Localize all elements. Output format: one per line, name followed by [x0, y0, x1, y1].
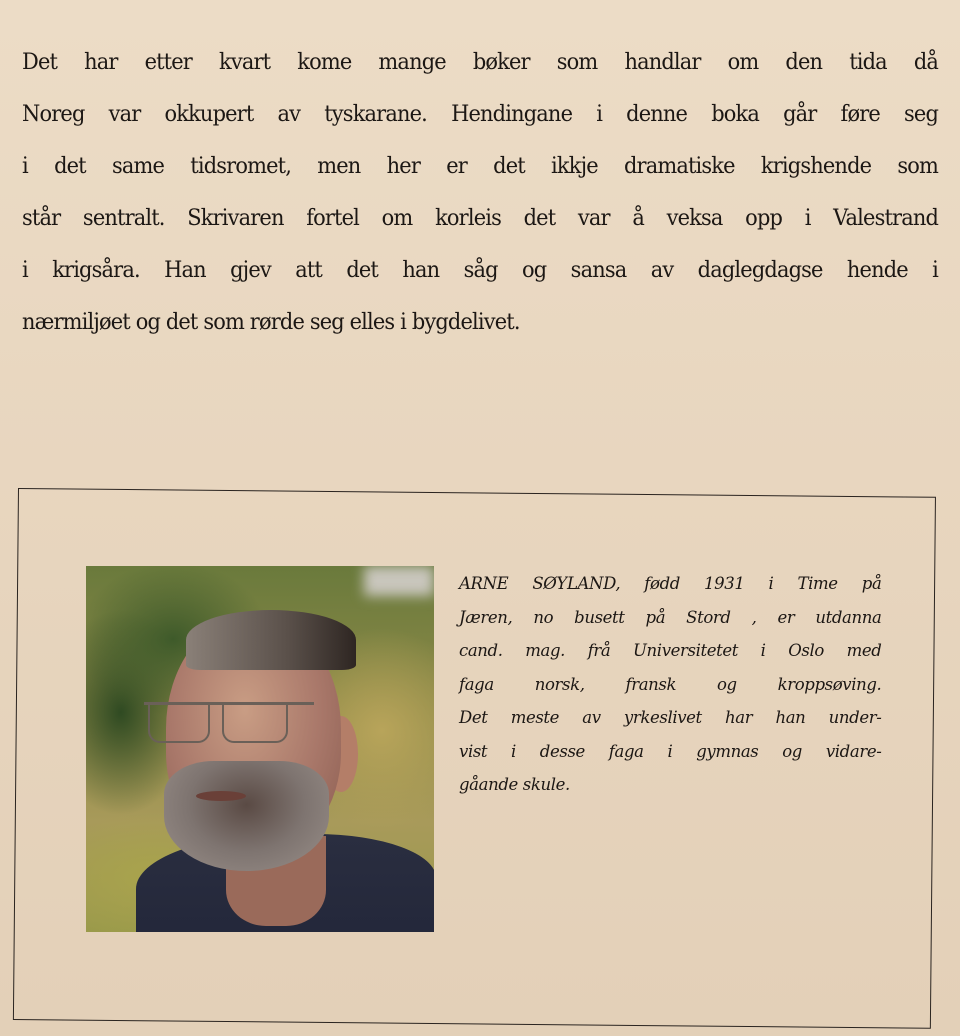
bio-line: vist i desse faga i gymnas og vidare- [459, 741, 882, 762]
bio-line: Det meste av yrkeslivet har han under- [459, 708, 882, 728]
bio-line: faga norsk, fransk og kroppsøving. [459, 674, 882, 695]
photo-beard [164, 761, 329, 871]
blurb-line: i det same tidsromet, men her er det ikkje dramatiske krigshende som [22, 153, 939, 179]
photo-hair [186, 610, 356, 670]
bio-line: ARNE SØYLAND, fødd 1931 i Time på [459, 574, 882, 594]
blurb-line: i krigsåra. Han gjev att det han såg og sansa av daglegdagse hende i [22, 257, 939, 283]
bio-line: gåande skule. [459, 775, 570, 795]
back-cover-blurb [22, 36, 938, 348]
bio-line: Jæren, no busett på Stord , er utdanna [459, 607, 882, 628]
blurb-line: nærmiljøet og det som rørde seg elles i bygdelivet. [22, 309, 520, 335]
glasses-icon [144, 702, 314, 755]
blurb-line: står sentralt. Skrivaren fortel om korleis det var å veksa opp i Valestrand [22, 205, 939, 231]
author-bio [459, 568, 881, 803]
bio-line: cand. mag. frå Universitetet i Oslo med [459, 641, 882, 661]
blurb-line: Noreg var okkupert av tyskarane. Hendingane i denne boka går føre seg [22, 101, 939, 127]
blurb-line: Det har etter kvart kome mange bøker som handlar om den tida då [22, 49, 939, 75]
photo-sky [364, 566, 434, 596]
photo-mouth [196, 791, 246, 801]
author-photo [86, 566, 434, 932]
